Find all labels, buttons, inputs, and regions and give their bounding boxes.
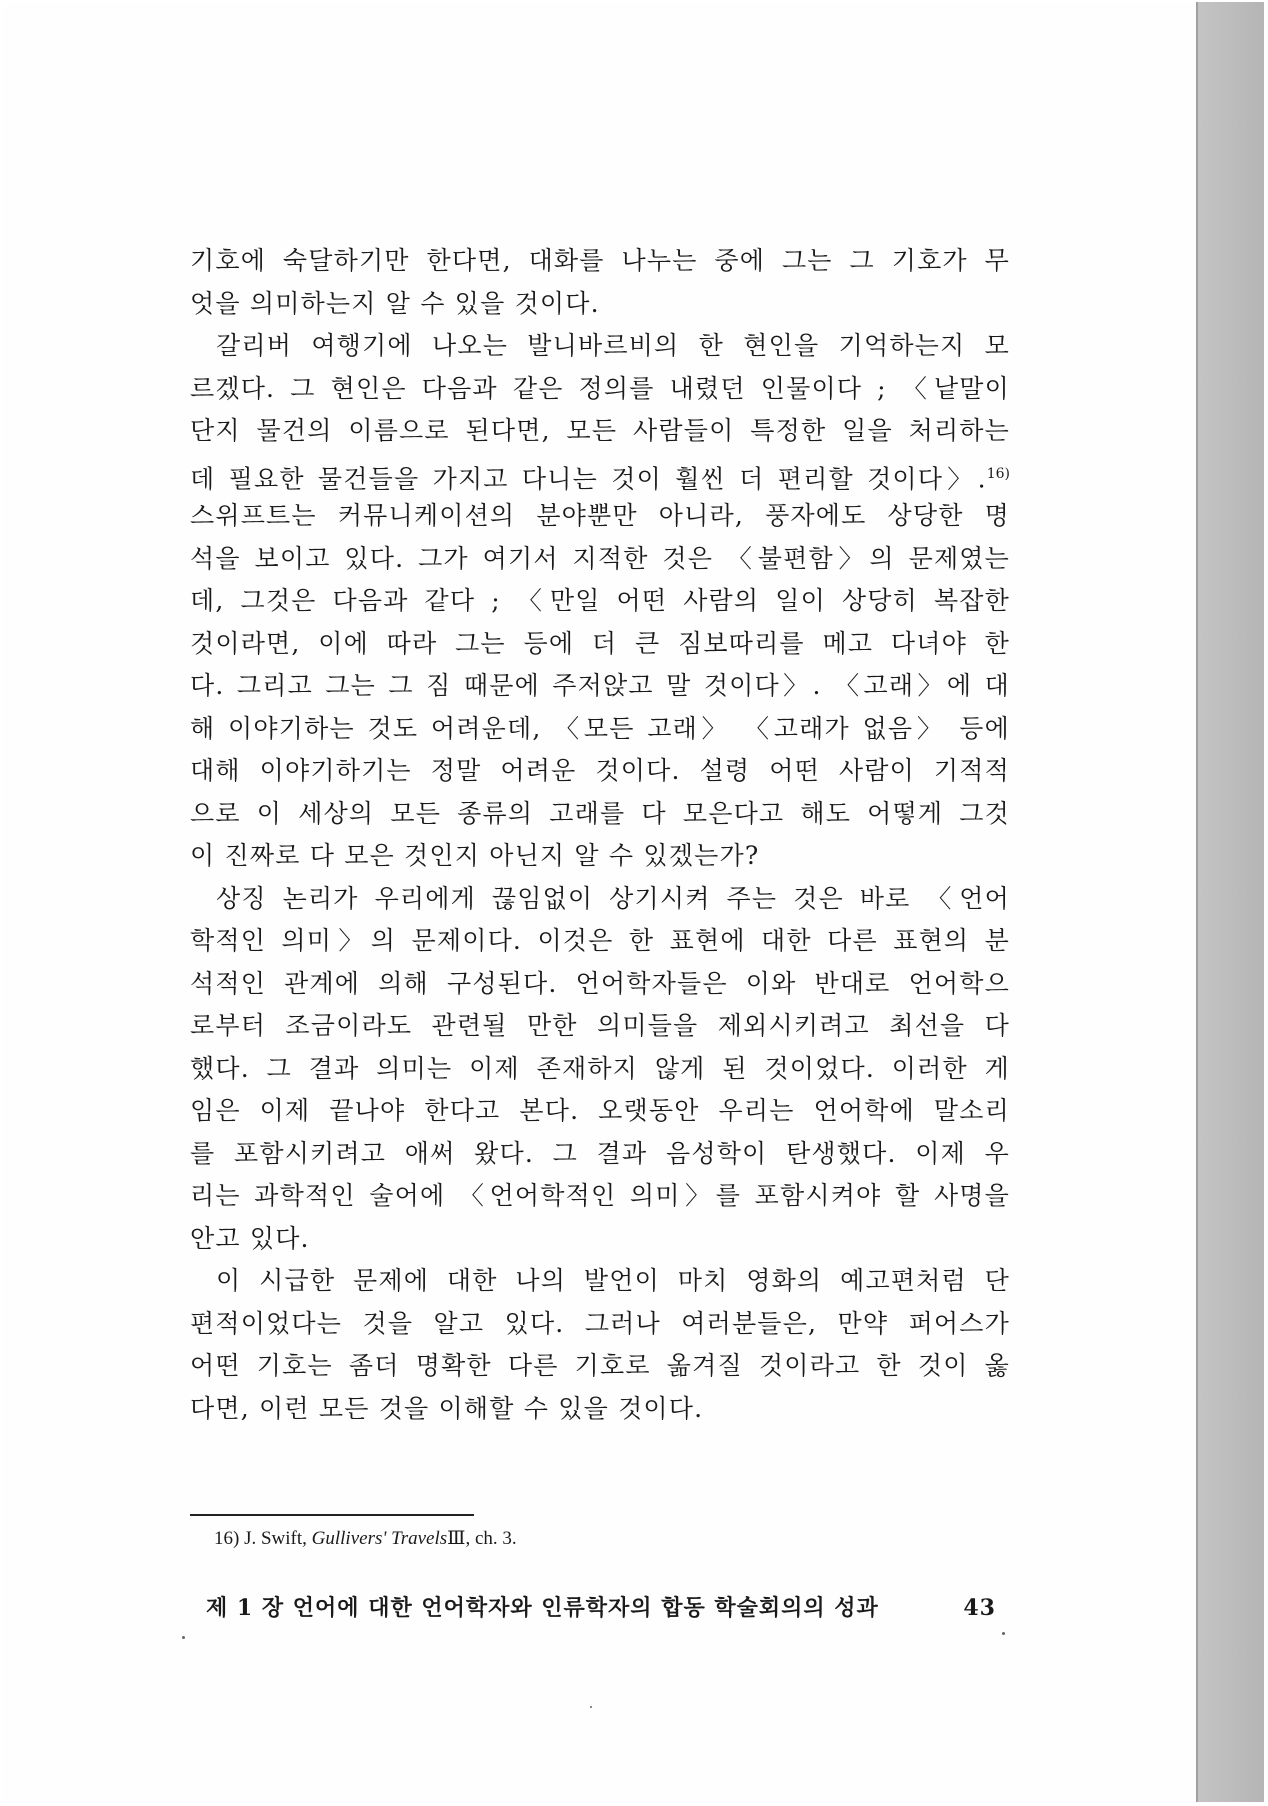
- text-line: [190, 240, 1010, 283]
- text-line-content: 해 이야기하는 것도 어려운데, 〈모든 고래〉 〈고래가 없음〉 등에: [190, 713, 1010, 743]
- text-line-content: 로부터 조금이라도 관련될 만한 의미들을 제외시키려고 최선을 다: [190, 1011, 1010, 1040]
- text-line-content: 를 포함시키려고 애써 왔다. 그 결과 음성학이 탄생했다. 이제 우: [190, 1138, 1010, 1168]
- text-line-content: 단지 물건의 이름으로 된다면, 모든 사람들이 특정한 일을 처리하는: [190, 416, 1010, 445]
- text-line: [190, 368, 1010, 411]
- chapter-title: 제 1 장 언어에 대한 언어학자와 인류학자의 합동 학술회의의 성과: [206, 1595, 879, 1621]
- text-line: [190, 878, 1010, 921]
- text-line-content: 갈리버 여행기에 나오는 발니바르비의 한 현인을 기억하는지 모: [216, 331, 1010, 360]
- footnote-title: Gullivers' Travels: [311, 1528, 448, 1549]
- page-number: 43: [963, 1595, 996, 1621]
- text-line-content: 이 시급한 문제에 대한 나의 발언이 마치 영화의 예고편처럼 단: [216, 1266, 1010, 1295]
- text-line-content: 안고 있다.: [190, 1223, 310, 1253]
- text-line: [190, 1090, 1010, 1133]
- text-line-content: 스위프트는 커뮤니케이션의 분야뿐만 아니라, 풍자에도 상당한 명: [190, 501, 1010, 530]
- text-line: [190, 1303, 1010, 1346]
- text-line-content: 상징 논리가 우리에게 끊임없이 상기시켜 주는 것은 바로 〈언어: [216, 883, 1010, 913]
- text-line: [190, 1005, 1010, 1048]
- text-line-content: 데, 그것은 다음과 같다 ; 〈만일 어떤 사람의 일이 상당히 복잡한: [190, 586, 1010, 615]
- text-line: [190, 538, 1010, 581]
- text-line-content: 했다. 그 결과 의미는 이제 존재하지 않게 된 것이었다. 이러한 게: [190, 1053, 1010, 1083]
- text-line: [190, 410, 1010, 453]
- scan-speck: [182, 1636, 185, 1639]
- scan-speck: [590, 1706, 592, 1708]
- text-line: [190, 1388, 1010, 1431]
- text-line-content: 학적인 의미〉의 문제이다. 이것은 한 표현에 대한 다른 표현의 분: [190, 926, 1010, 955]
- text-line: [190, 920, 1010, 963]
- text-line-content: 것이라면, 이에 따라 그는 등에 더 큰 짐보따리를 메고 다녀야 한: [190, 628, 1010, 658]
- footnote-rule: [190, 1514, 474, 1516]
- text-line: [190, 963, 1010, 1006]
- text-line-content: 엇을 의미하는지 알 수 있을 것이다.: [190, 288, 600, 318]
- text-line-content: 기호에 숙달하기만 한다면, 대화를 나누는 중에 그는 그 기호가 무: [190, 246, 1010, 275]
- text-line-content: 데 필요한 물건들을 가지고 다니는 것이 훨씬 더 편리할 것이다〉.: [190, 463, 987, 493]
- text-line: [190, 453, 1010, 496]
- text-line-content: 대해 이야기하기는 정말 어려운 것이다. 설령 어떤 사람이 기적적: [190, 756, 1010, 785]
- text-line: [190, 1345, 1010, 1388]
- text-line: [190, 1048, 1010, 1091]
- footnote-marker: 16): [986, 465, 1010, 482]
- text-line: [190, 793, 1010, 836]
- page-edge: [1196, 2, 1264, 1802]
- text-line: [190, 325, 1010, 368]
- text-line-content: 으로 이 세상의 모든 종류의 고래를 다 모은다고 해도 어떻게 그것: [190, 798, 1010, 828]
- scan-speck: [1002, 1632, 1005, 1635]
- text-line: [190, 750, 1010, 793]
- text-line-content: 편적이었다는 것을 알고 있다. 그러나 여러분들은, 만약 퍼어스가: [190, 1308, 1010, 1338]
- footnote-number: 16) J. Swift,: [214, 1528, 307, 1549]
- text-line-content: 다면, 이런 모든 것을 이해할 수 있을 것이다.: [190, 1393, 704, 1423]
- book-page: [2, 2, 1198, 1802]
- text-line-content: 이 진짜로 다 모은 것인지 아닌지 알 수 있겠는가?: [190, 841, 760, 870]
- footnote-rest: Ⅲ, ch. 3.: [447, 1528, 517, 1549]
- text-line: [190, 1175, 1010, 1218]
- running-footer: [206, 1592, 996, 1624]
- text-line: [190, 1260, 1010, 1303]
- text-line: [190, 1218, 1010, 1261]
- text-line-content: 다. 그리고 그는 그 짐 때문에 주저앉고 말 것이다〉. 〈고래〉에 대: [190, 671, 1010, 700]
- text-line-content: 석을 보이고 있다. 그가 여기서 지적한 것은 〈불편함〉의 문제였는: [190, 543, 1010, 573]
- text-line: [190, 665, 1010, 708]
- text-line-content: 임은 이제 끝나야 한다고 본다. 오랫동안 우리는 언어학에 말소리: [190, 1096, 1010, 1125]
- text-line-content: 석적인 관계에 의해 구성된다. 언어학자들은 이와 반대로 언어학으: [190, 968, 1010, 998]
- body-text: [190, 240, 1010, 1430]
- text-line: [190, 580, 1010, 623]
- text-line-content: 어떤 기호는 좀더 명확한 다른 기호로 옮겨질 것이라고 한 것이 옳: [190, 1351, 1010, 1380]
- text-line: [190, 708, 1010, 751]
- text-line: [190, 835, 1010, 878]
- text-line: [190, 495, 1010, 538]
- text-line-content: 리는 과학적인 술어에 〈언어학적인 의미〉를 포함시켜야 할 사명을: [190, 1181, 1010, 1210]
- text-line: [190, 1133, 1010, 1176]
- text-line: [190, 283, 1010, 326]
- text-line: [190, 623, 1010, 666]
- footnote: [214, 1526, 517, 1552]
- text-line-content: 르겠다. 그 현인은 다음과 같은 정의를 내렸던 인물이다 ; 〈낱말이: [190, 373, 1010, 403]
